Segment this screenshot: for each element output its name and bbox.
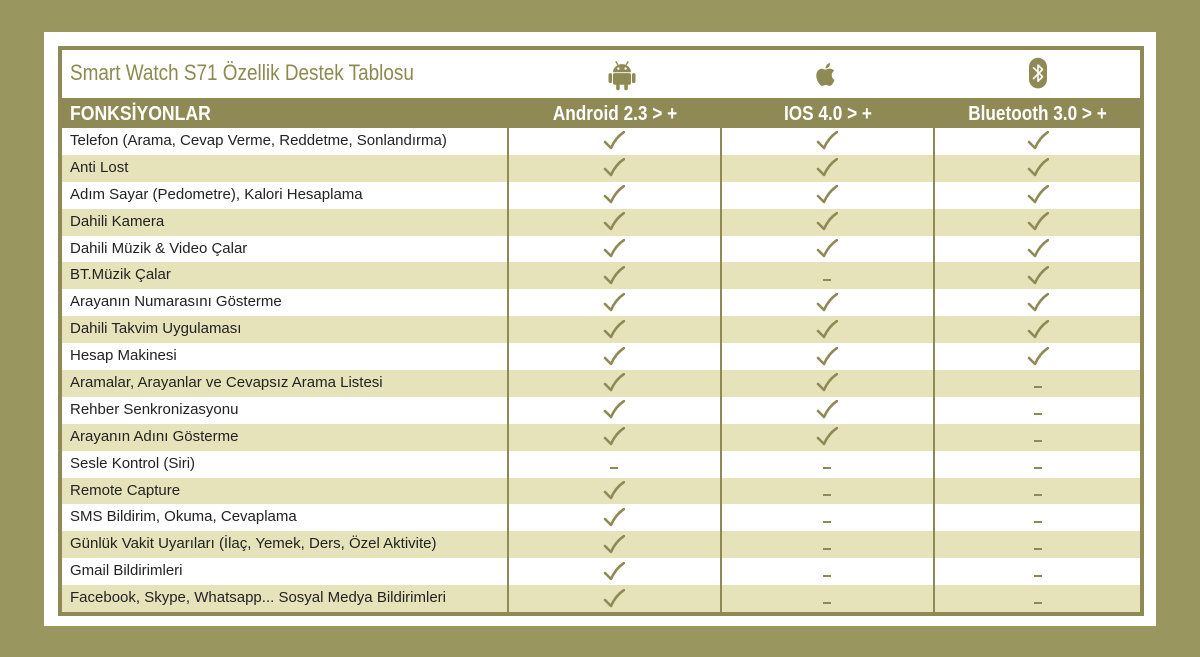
ios-column-header: IOS 4.0 > + [784, 103, 872, 125]
android-check-icon [584, 397, 644, 424]
android-check-icon [584, 182, 644, 209]
android-icon [602, 56, 642, 92]
functions-header: FONKSİYONLAR [70, 103, 211, 125]
bluetooth-check-icon [1008, 182, 1068, 209]
android-check-icon [584, 289, 644, 316]
bluetooth-icon [1018, 56, 1058, 92]
ios-dash-icon [797, 451, 857, 478]
feature-label: Sesle Kontrol (Siri) [70, 454, 196, 472]
android-check-icon [584, 504, 644, 531]
android-check-icon [584, 531, 644, 558]
feature-label: SMS Bildirim, Okuma, Cevaplama [70, 508, 297, 526]
ios-check-icon [797, 316, 857, 343]
bluetooth-dash-icon [1008, 531, 1068, 558]
feature-table-card [44, 32, 1156, 626]
ios-dash-icon [797, 558, 857, 585]
feature-label: Günlük Vakit Uyarıları (İlaç, Yemek, Ders, Özel Aktivite) [70, 535, 437, 553]
feature-label: Rehber Senkronizasyonu [70, 400, 239, 418]
android-check-icon [584, 236, 644, 263]
table-row [62, 531, 1140, 558]
table-row [62, 209, 1140, 236]
feature-label: Gmail Bildirimleri [70, 562, 183, 580]
title-row [62, 50, 1140, 98]
bluetooth-column-header: Bluetooth 3.0 > + [968, 103, 1107, 125]
ios-check-icon [797, 424, 857, 451]
table-row [62, 424, 1140, 451]
table-row [62, 128, 1140, 155]
table-row [62, 316, 1140, 343]
ios-check-icon [797, 128, 857, 155]
ios-dash-icon [797, 504, 857, 531]
android-check-icon [584, 478, 644, 505]
table-row [62, 370, 1140, 397]
feature-label: Hesap Makinesi [70, 347, 177, 365]
table-row [62, 451, 1140, 478]
bluetooth-check-icon [1008, 343, 1068, 370]
android-check-icon [584, 155, 644, 182]
feature-label: Telefon (Arama, Cevap Verme, Reddetme, Sonlandırma) [70, 132, 447, 149]
table-row [62, 478, 1140, 505]
column-divider [933, 98, 935, 612]
android-dash-icon [584, 451, 644, 478]
feature-label: Adım Sayar (Pedometre), Kalori Hesaplama [70, 185, 363, 203]
bluetooth-check-icon [1008, 236, 1068, 263]
bluetooth-check-icon [1008, 289, 1068, 316]
table-row [62, 236, 1140, 263]
bluetooth-dash-icon [1008, 397, 1068, 424]
table-row [62, 585, 1140, 612]
table-row [62, 343, 1140, 370]
feature-label: BT.Müzik Çalar [70, 266, 171, 284]
bluetooth-dash-icon [1008, 558, 1068, 585]
bluetooth-check-icon [1008, 155, 1068, 182]
ios-check-icon [797, 209, 857, 236]
table-row [62, 558, 1140, 585]
bluetooth-dash-icon [1008, 504, 1068, 531]
ios-dash-icon [797, 478, 857, 505]
ios-check-icon [797, 236, 857, 263]
android-check-icon [584, 209, 644, 236]
android-check-icon [584, 262, 644, 289]
feature-label: Arayanın Numarasını Gösterme [70, 293, 282, 311]
android-check-icon [584, 370, 644, 397]
android-check-icon [584, 424, 644, 451]
ios-check-icon [797, 343, 857, 370]
bluetooth-dash-icon [1008, 424, 1068, 451]
ios-check-icon [797, 155, 857, 182]
ios-check-icon [797, 397, 857, 424]
android-column-header: Android 2.3 > + [552, 103, 678, 125]
ios-check-icon [797, 370, 857, 397]
bluetooth-dash-icon [1008, 370, 1068, 397]
ios-check-icon [797, 182, 857, 209]
ios-dash-icon [797, 531, 857, 558]
feature-rows [62, 128, 1140, 612]
bluetooth-dash-icon [1008, 478, 1068, 505]
table-row [62, 397, 1140, 424]
android-check-icon [584, 128, 644, 155]
ios-dash-icon [797, 262, 857, 289]
feature-label: Remote Capture [70, 481, 181, 499]
android-check-icon [584, 558, 644, 585]
android-check-icon [584, 316, 644, 343]
ios-check-icon [797, 289, 857, 316]
apple-icon [805, 56, 845, 92]
table-row [62, 289, 1140, 316]
ios-dash-icon [797, 585, 857, 612]
column-divider [720, 98, 722, 612]
table-row [62, 262, 1140, 289]
table-title: Smart Watch S71 Özellik Destek Tablosu [70, 60, 414, 85]
bluetooth-check-icon [1008, 128, 1068, 155]
bluetooth-check-icon [1008, 262, 1068, 289]
header-row [62, 98, 1140, 128]
bluetooth-dash-icon [1008, 451, 1068, 478]
bluetooth-check-icon [1008, 316, 1068, 343]
feature-label: Dahili Takvim Uygulaması [70, 320, 242, 338]
android-check-icon [584, 585, 644, 612]
bluetooth-check-icon [1008, 209, 1068, 236]
feature-label: Dahili Müzik & Video Çalar [70, 239, 248, 257]
table-row [62, 504, 1140, 531]
feature-label: Anti Lost [70, 158, 129, 176]
table-row [62, 182, 1140, 209]
android-check-icon [584, 343, 644, 370]
feature-table [58, 46, 1144, 616]
feature-label: Arayanın Adını Gösterme [70, 427, 239, 445]
bluetooth-dash-icon [1008, 585, 1068, 612]
column-divider [507, 98, 509, 612]
table-row [62, 155, 1140, 182]
feature-label: Aramalar, Arayanlar ve Cevapsız Arama Listesi [70, 374, 383, 392]
feature-label: Dahili Kamera [70, 212, 165, 230]
feature-label: Facebook, Skype, Whatsapp... Sosyal Medya Bildirimleri [70, 589, 446, 607]
